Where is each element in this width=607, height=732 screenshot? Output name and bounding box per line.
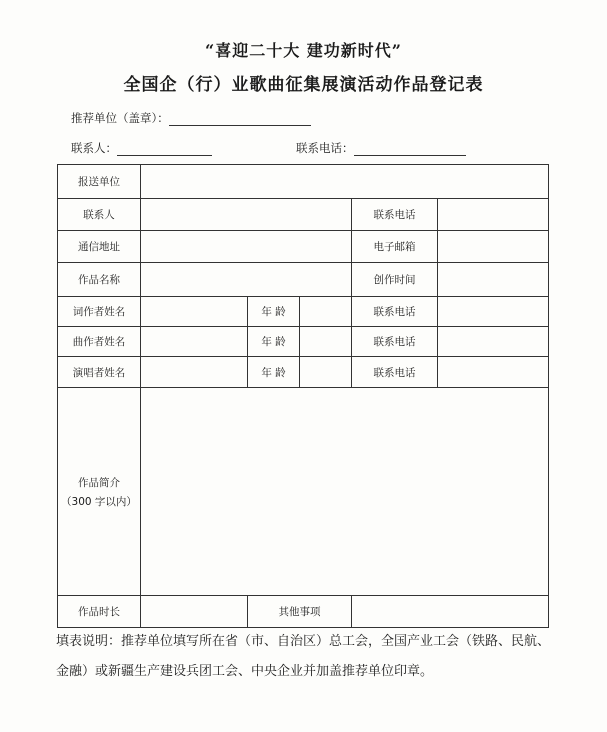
email-label: 电子邮箱: [352, 231, 438, 263]
contact-person-field: [71, 140, 212, 156]
lyricist-age-cell[interactable]: [300, 297, 352, 327]
table-row: [58, 165, 549, 199]
contact-phone-cell-label: 联系电话: [352, 199, 438, 231]
composer-phone-cell[interactable]: [438, 327, 549, 357]
registration-form-table: [57, 164, 549, 628]
lyricist-phone-cell[interactable]: [438, 297, 549, 327]
singer-phone-cell[interactable]: [438, 357, 549, 388]
table-row: [58, 357, 549, 388]
creation-time-cell[interactable]: [438, 263, 549, 297]
recommending-unit-field: [71, 110, 311, 126]
other-matters-cell[interactable]: [352, 596, 549, 628]
contact-phone-cell[interactable]: [438, 199, 549, 231]
mailing-address-cell[interactable]: [141, 231, 352, 263]
work-intro-cell[interactable]: [141, 388, 549, 596]
work-intro-title: 作品简介: [78, 476, 120, 489]
work-intro-label: [58, 388, 141, 596]
table-row: [58, 596, 549, 628]
lyricist-name-cell[interactable]: [141, 297, 248, 327]
contact-person-label: 联系人：: [71, 141, 117, 155]
duration-label: 作品时长: [58, 596, 141, 628]
contact-phone-field: [296, 140, 466, 156]
fill-instructions: 填表说明：推荐单位填写所在省（市、自治区）总工会，全国产业工会（铁路、民航、金融）或新疆生产建设兵团工会、中央企业并加盖推荐单位印章。: [56, 634, 551, 679]
submitting-unit-cell[interactable]: [141, 165, 549, 199]
contact-person-cell[interactable]: [141, 199, 352, 231]
title-line-2: 全国企（行）业歌曲征集展演活动作品登记表: [123, 75, 484, 95]
contact-person-cell-label: 联系人: [58, 199, 141, 231]
table-row: [58, 263, 549, 297]
table-row: [58, 327, 549, 357]
submitting-unit-label: 报送单位: [58, 165, 141, 199]
email-cell[interactable]: [438, 231, 549, 263]
recommending-unit-input[interactable]: [169, 113, 311, 126]
composer-age-cell[interactable]: [300, 327, 352, 357]
duration-cell[interactable]: [141, 596, 248, 628]
singer-age-label: 年 龄: [248, 357, 300, 388]
composer-age-label: 年 龄: [248, 327, 300, 357]
contact-person-input[interactable]: [117, 143, 212, 156]
table-row: [58, 199, 549, 231]
table-row: [58, 297, 549, 327]
singer-name-cell[interactable]: [141, 357, 248, 388]
table-row: [58, 231, 549, 263]
singer-phone-label: 联系电话: [352, 357, 438, 388]
other-matters-label: 其他事项: [248, 596, 352, 628]
contact-phone-input[interactable]: [354, 143, 466, 156]
singer-age-cell[interactable]: [300, 357, 352, 388]
contact-phone-label: 联系电话：: [296, 141, 354, 155]
recommending-unit-label: 推荐单位（盖章）：: [71, 111, 169, 125]
lyricist-name-label: 词作者姓名: [58, 297, 141, 327]
composer-name-label: 曲作者姓名: [58, 327, 141, 357]
lyricist-age-label: 年 龄: [248, 297, 300, 327]
composer-phone-label: 联系电话: [352, 327, 438, 357]
singer-name-label: 演唱者姓名: [58, 357, 141, 388]
work-title-label: 作品名称: [58, 263, 141, 297]
work-title-cell[interactable]: [141, 263, 352, 297]
work-intro-limit: （300 字以内）: [61, 495, 137, 508]
creation-time-label: 创作时间: [352, 263, 438, 297]
mailing-address-label: 通信地址: [58, 231, 141, 263]
table-row: [58, 388, 549, 596]
lyricist-phone-label: 联系电话: [352, 297, 438, 327]
composer-name-cell[interactable]: [141, 327, 248, 357]
title-line-1: “喜迎二十大 建功新时代”: [205, 41, 402, 60]
